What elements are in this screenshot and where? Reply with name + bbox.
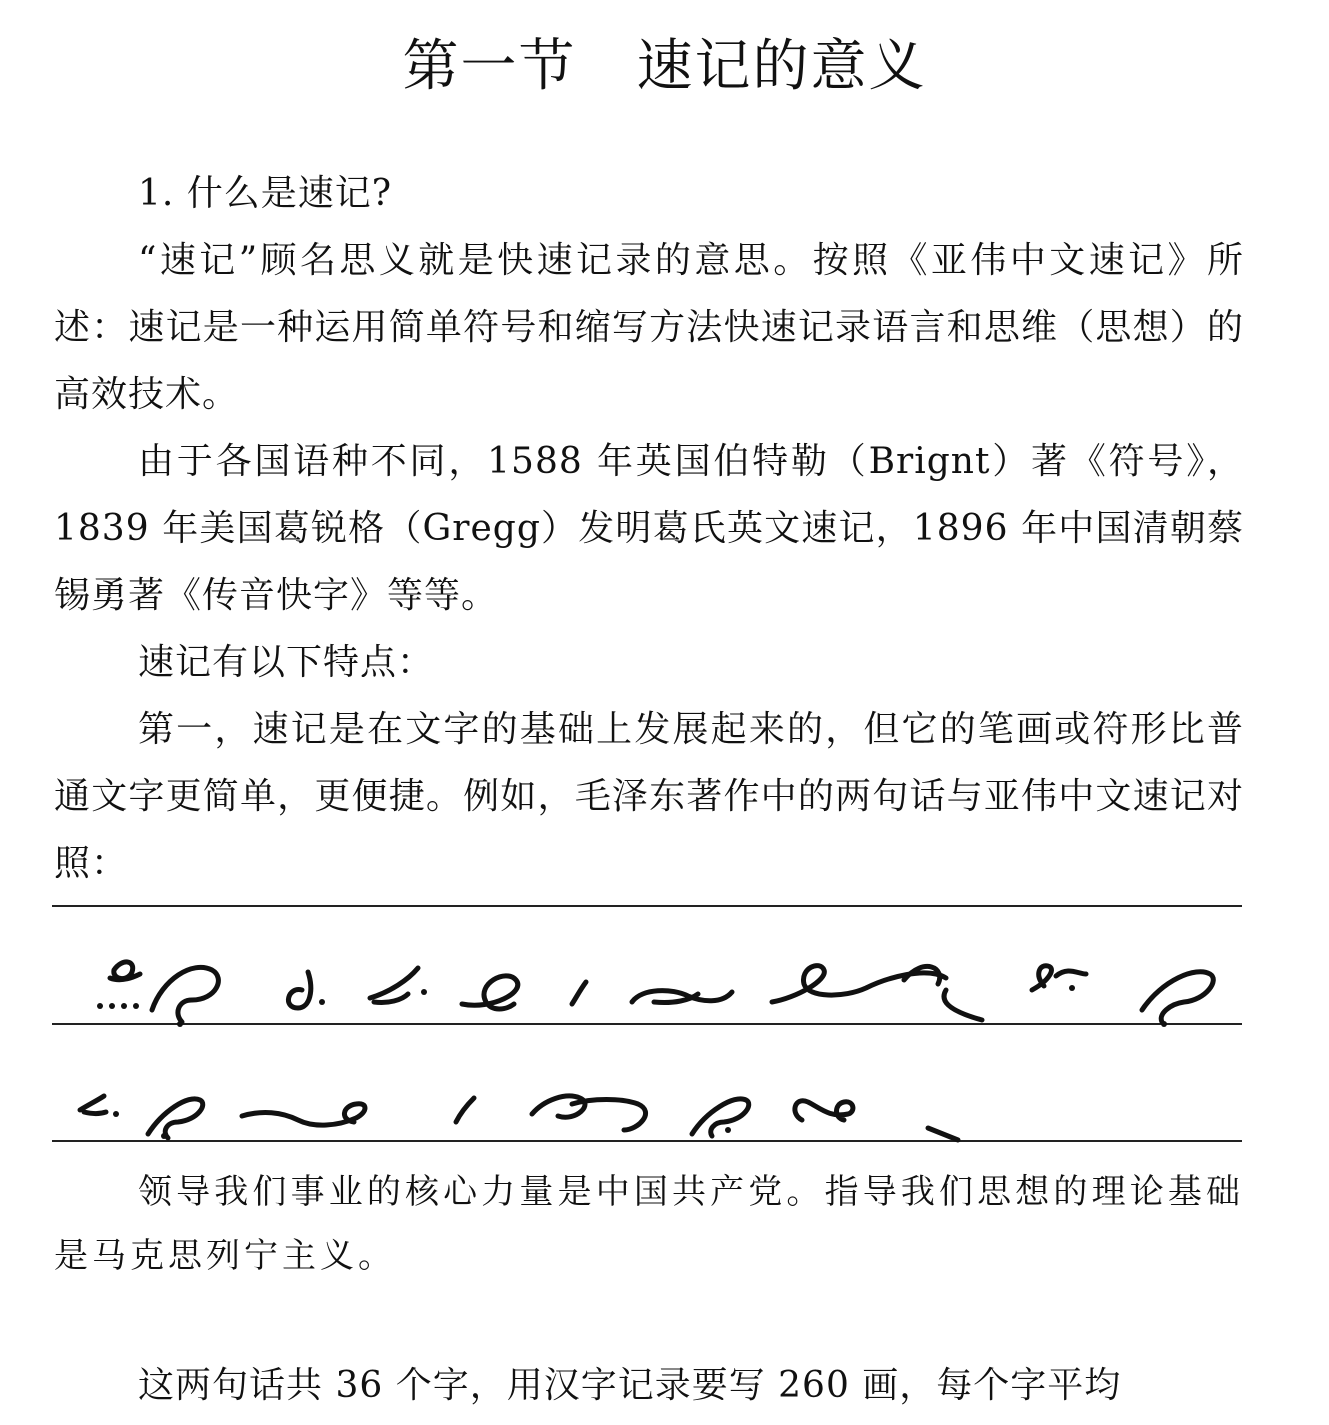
paragraph-features-intro: 速记有以下特点： <box>138 642 435 683</box>
section-name: 速记的意义 <box>636 34 927 99</box>
ruled-line-top <box>52 905 1242 907</box>
section-title <box>0 22 1329 102</box>
paragraph-history: 由于各国语种不同，1588 年英国伯特勒（Brignt）著《符号》，1839 年美国葛锐格（Gregg）发明葛氏英文速记，1896 年中国清朝蔡锡勇著《传音快字》等等。 <box>54 441 1244 616</box>
paragraph-stroke-count: 这两句话共 36 个字，用汉字记录要写 260 画，每个字平均 <box>138 1365 1122 1406</box>
question-heading: 1. 什么是速记? <box>138 173 393 214</box>
section-number: 第一节 <box>402 34 577 99</box>
shorthand-row-2 <box>52 1064 1242 1144</box>
paragraph-definition: “速记”顾名思义就是快速记录的意思。按照《亚伟中文速记》所述：速记是一种运用简单符号和缩写方法快速记录语言和思维（思想）的高效技术。 <box>54 240 1244 415</box>
example-caption: 领导我们事业的核心力量是中国共产党。指导我们思想的理论基础是马克思列宁主义。 <box>54 1172 1244 1276</box>
paragraph-feature-one: 第一，速记是在文字的基础上发展起来的，但它的笔画或符形比普通文字更简单，更便捷。例如，毛泽东著作中的两句话与亚伟中文速记对照： <box>54 709 1244 884</box>
shorthand-row-1 <box>52 940 1242 1030</box>
